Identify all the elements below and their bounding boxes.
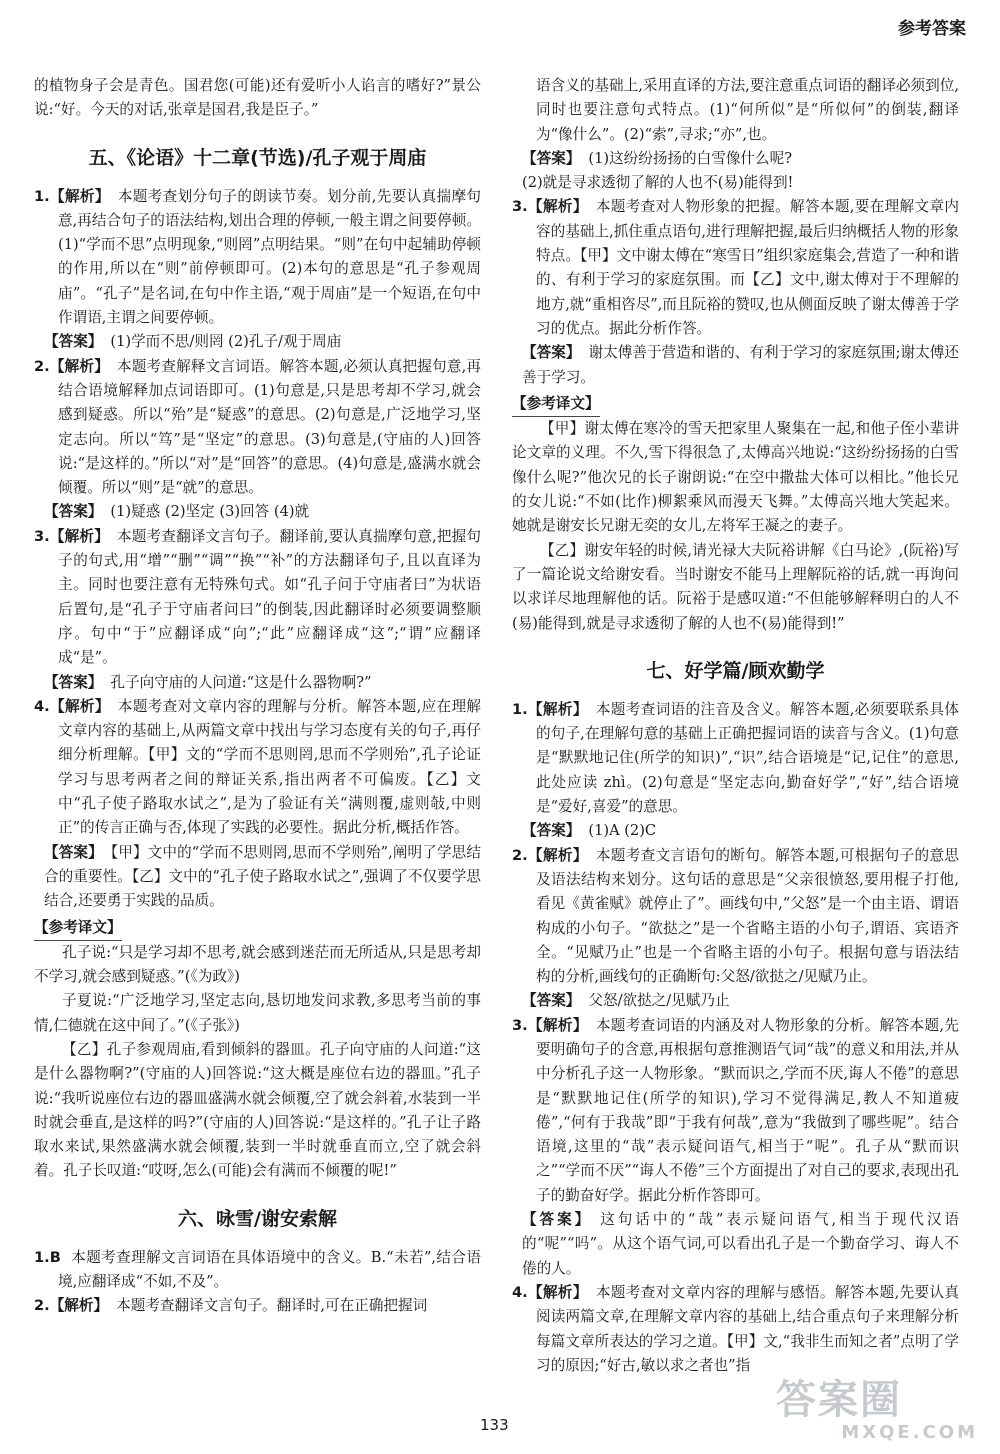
answer-2 bbox=[34, 500, 481, 524]
right-column bbox=[512, 74, 959, 1378]
translation-paragraph: 孔子说:“只是学习却不思考,就会感到迷茫而无所适从,只是思考却不学习,就会感到疑惑。”(《为政》) bbox=[34, 943, 481, 986]
s6-answer-2 bbox=[512, 147, 959, 171]
answer-text: (1)A (2)C bbox=[588, 822, 657, 840]
answer-3 bbox=[34, 671, 481, 695]
section-title-5: 五、《论语》十二章(节选)/孔子观于周庙 bbox=[88, 146, 427, 169]
answer-tag: 【答案】 bbox=[44, 503, 103, 521]
analysis-tag: 【解析】 bbox=[527, 846, 588, 864]
analysis-text: 本题考查翻译文言句子。翻译时,可在正确把握词 bbox=[116, 1297, 428, 1315]
translation-paragraph: 【乙】谢安年轻的时候,请光禄大夫阮裕讲解《白马论》,(阮裕)写了一篇论说文给谢安看。当时谢安不能马上理解阮裕的话,就一再询问以求详尽地理解他的话。阮裕于是感叹道:“不但能够解释明白的人不(易)能得到,就是寻求透彻了解的人也不(易)能得到!” bbox=[512, 541, 959, 632]
answer-text: 这句话中的“哉”表示疑问语气,相当于现代汉语的“呢”“吗”。从这个语气词,可以看出孔子是一个勤奋学习、诲人不倦的人。 bbox=[522, 1211, 959, 1277]
s6-question-1 bbox=[34, 1246, 481, 1295]
analysis-tag: 【解析】 bbox=[49, 357, 109, 375]
section-title-7: 七、好学篇/顾欢勤学 bbox=[646, 659, 825, 682]
reference-translation-title: 【参考译文】 bbox=[34, 916, 122, 941]
answer-text: 孔子向守庙的人问道:“这是什么器物啊?” bbox=[110, 673, 372, 691]
question-number: 1. bbox=[34, 1248, 50, 1266]
analysis-text: 本题考查文言语句的断句。解答本题,可根据句子的意思及语法结构来划分。这句话的意思是“父亲很愤怒,要用棍子打他,看见《黄雀赋》就停止了”。画线句中,“父怒”是一个由主语、谓语构成的小句子。“欲挞之”是一个省略主语的小句子,谓语、宾语齐全。“见赋乃止”也是一个省略主语的小句子。根据句意与语法结构的分析,画线句的正确断句:父怒/欲挞之/见赋乃止。 bbox=[536, 846, 959, 986]
analysis-tag: 【解析】 bbox=[527, 1283, 588, 1301]
question-number: 2. bbox=[512, 846, 528, 864]
answer-text: (1)学而不思/则罔 (2)孔子/观于周庙 bbox=[110, 333, 342, 351]
question-number: 2. bbox=[34, 1297, 50, 1315]
analysis-text: 本题考查理解文言词语在具体语境中的含义。B.“未若”,结合语境,应翻译成“不如,不及”。 bbox=[58, 1248, 481, 1291]
s6-question-2 bbox=[34, 1294, 481, 1318]
answer-tag: 【答案】 bbox=[522, 822, 581, 840]
answer-text: 父怒/欲挞之/见赋乃止 bbox=[588, 992, 730, 1010]
analysis-tag: 【解析】 bbox=[49, 1297, 109, 1315]
answer-tag: 【答案】 bbox=[44, 333, 103, 351]
page-number: 133 bbox=[480, 1416, 509, 1434]
analysis-tag: 【解析】 bbox=[49, 527, 109, 545]
translation-paragraph: 【甲】谢太傅在寒冷的雪天把家里人聚集在一起,和他子侄小辈讲论文章的义理。不久,雪下得很急了,太傅高兴地说:“这纷纷扬扬的白雪像什么呢?”他次兄的长子谢朗说:“在空中撒盐大体可以相比。”他长兄的女儿说:“不如(比作)柳絮乘风而漫天飞舞。”太傅高兴地大笑起来。她就是谢安长兄谢无奕的女儿,左将军王凝之的妻子。 bbox=[512, 420, 959, 535]
analysis-text: 本题考查对人物形象的把握。解答本题,要在理解文章内容的基础上,抓住重点语句,进行理解把握,最后归纳概括人物的形象特点。【甲】文中谢太傅在“寒雪日”组织家庭集会,营造了一种和谐的、有利于学习的家庭氛围。而【乙】文中,谢太傅对于不理解的地方,就“重相咨尽”,而且阮裕的赞叹,也从侧面反映了谢太傅善于学习的优点。据此分析作答。 bbox=[536, 198, 959, 337]
reference-translation-title: 【参考译文】 bbox=[512, 392, 600, 417]
question-number: 4. bbox=[512, 1283, 528, 1301]
intro-paragraph: 的植物身子会是青色。国君您(可能)还有爱听小人谄言的嗜好?”景公说:“好。今天的对话,张章是国君,我是臣子。” bbox=[34, 77, 481, 119]
s7-answer-2 bbox=[512, 989, 959, 1013]
analysis-text: 本题考查解释文言词语。解答本题,必须认真把握句意,再结合语境解释加点词语即可。(1)句意是,只是思考却不学习,就会感到疑惑。所以“殆”是“疑惑”的意思。(2)句意是,广泛地学习,坚定志向。所以“笃”是“坚定”的意思。(3)句意是,(守庙的人)回答说:“是这样的。”所以“对”是“回答”的意思。(4)句意是,盛满水就会倾覆。所以“则”是“就”的意思。 bbox=[58, 357, 481, 497]
question-number: 3. bbox=[512, 198, 528, 216]
answer-tag: 【答案】 bbox=[522, 992, 581, 1010]
analysis-tag: 【解析】 bbox=[527, 700, 588, 718]
analysis-text: 本题考查词语的注音及含义。解答本题,必须要联系具体的句子,在理解句意的基础上正确把握词语的读音与含义。(1)句意是“默默地记住(所学的知识)”,“识”,结合语境是“记,记住”的意思,此处应读 zhì。(2)句意是“坚定志向,勤奋好学”,“好”,结合语境是“爱好,喜爱”的意思。 bbox=[536, 700, 959, 816]
analysis-tag: 【解析】 bbox=[527, 1016, 588, 1034]
analysis-tag: 【解析】 bbox=[49, 187, 110, 205]
s7-question-3 bbox=[512, 1014, 959, 1208]
section-title-6: 六、咏雪/谢安索解 bbox=[178, 1207, 337, 1230]
s7-answer-3 bbox=[512, 1208, 959, 1281]
answer-text: (1)疑惑 (2)坚定 (3)回答 (4)就 bbox=[110, 503, 310, 521]
s7-answer-1 bbox=[512, 819, 959, 843]
left-column bbox=[34, 74, 481, 1319]
answer-text: (1)这纷纷扬扬的白雪像什么呢? bbox=[588, 149, 793, 167]
answer-text: 谢太傅善于营造和谐的、有利于学习的家庭氛围;谢太傅还善于学习。 bbox=[522, 344, 959, 386]
question-number: 1. bbox=[34, 187, 50, 205]
analysis-text: 本题考查对文章内容的理解与感悟。解答本题,先要认真阅读两篇文章,在理解文章内容的基础上,结合重点句子来理解分析每篇文章所表达的学习之道。【甲】文,“我非生而知之者”点明了学习的原因;“好古,敏以求之者也”指 bbox=[536, 1283, 959, 1374]
question-3 bbox=[34, 525, 481, 671]
answer-tag: 【答案】 bbox=[522, 1211, 593, 1229]
watermark-text: 答案圈 bbox=[776, 1377, 902, 1423]
answer-tag: 【答案】 bbox=[44, 843, 103, 861]
answer-text-line: (2)就是寻求透彻了解的人也不(易)能得到! bbox=[522, 174, 794, 192]
question-number: 1. bbox=[512, 700, 528, 718]
answer-tag: 【答案】 bbox=[522, 344, 581, 362]
page-header-title: 参考答案 bbox=[898, 19, 966, 39]
answer-4 bbox=[34, 841, 481, 914]
answer-text: 【甲】文中的“学而不思则罔,思而不学则殆”,阐明了学思结合的重要性。【乙】文中的“孔子使子路取水试之”,强调了不仅要学思结合,还要勇于实践的品质。 bbox=[44, 843, 481, 910]
question-2 bbox=[34, 355, 481, 501]
choice-answer: B bbox=[49, 1248, 61, 1266]
watermark-subtext: MXQE.COM bbox=[841, 1422, 978, 1443]
analysis-text: 本题考查翻译文言句子。翻译前,要认真揣摩句意,把握句子的句式,用“增”“删”“调”“换”“补”的方法翻译句子,且以直译为主。同时也要注意有无特殊句式。如“孔子问于守庙者曰”为状语后置句,是“孔子于守庙者问曰”的倒装,因此翻译时必须要调整顺序。句中“于”应翻译成“向”;“此”应翻译成“这”;“谓”应翻译成“是”。 bbox=[58, 527, 481, 667]
s6-question-3 bbox=[512, 195, 959, 341]
question-number: 2. bbox=[34, 357, 50, 375]
question-number: 4. bbox=[34, 697, 50, 715]
answer-1 bbox=[34, 330, 481, 354]
s7-question-4 bbox=[512, 1281, 959, 1378]
answer-tag: 【答案】 bbox=[522, 149, 581, 167]
question-number: 3. bbox=[34, 527, 50, 545]
question-number: 3. bbox=[512, 1016, 528, 1034]
continued-analysis: 语含义的基础上,采用直译的方法,要注意重点词语的翻译必须到位,同时也要注意句式特点。(1)“何所似”是“所似何”的倒装,翻译为“像什么”。(2)“索”,寻求;“亦”,也。 bbox=[536, 77, 959, 143]
analysis-text: 本题考查词语的内涵及对人物形象的分析。解答本题,先要明确句子的含意,再根据句意推测语气词“哉”的意义和用法,并从中分析孔子这一人物形象。“默而识之,学而不厌,诲人不倦”的意思是“默默地记住(所学的知识),学习不觉得满足,教人不知道疲倦”,“何有于我哉”即“于我有何哉”,意为“我做到了哪些呢”。结合语境,这里的“哉”表示疑问语气,相当于“呢”。孔子从“默而识之”“学而不厌”“诲人不倦”三个方面提出了对自己的要求,表现出孔子的勤奋好学。据此分析作答即可。 bbox=[536, 1016, 959, 1204]
s7-question-1 bbox=[512, 698, 959, 819]
analysis-text: 本题考查划分句子的朗读节奏。划分前,先要认真揣摩句意,再结合句子的语法结构,划出合理的停顿,一般主谓之间要停顿。(1)“学而不思”点明现象,“则罔”点明结果。“则”在句中起辅助停顿的作用,所以在“则”前停顿即可。(2)本句的意思是“孔子参观周庙”。“孔子”是名词,在句中作主语,“观于周庙”是一个短语,在句中作谓语,主谓之间要停顿。 bbox=[58, 187, 481, 327]
question-1 bbox=[34, 185, 481, 331]
s7-question-2 bbox=[512, 844, 959, 990]
translation-paragraph: 【乙】孔子参观周庙,看到倾斜的器皿。孔子向守庙的人问道:“这是什么器物啊?”(守庙的人)回答说:“这大概是座位右边的器皿。”孔子说:“我听说座位右边的器皿盛满水就会倾覆,空了就会斜着,水装到一半时就会垂直,是这样的吗?”(守庙的人)回答说:“是这样的。”孔子让子路取水来试,果然盛满水就会倾覆,装到一半时就垂直而立,空了就会斜着。孔子长叹道:“哎呀,怎么(可能)会有满而不倾覆的呢!” bbox=[34, 1040, 481, 1180]
watermark-logo bbox=[776, 1378, 986, 1448]
analysis-tag: 【解析】 bbox=[49, 697, 110, 715]
s6-answer-3 bbox=[512, 341, 959, 390]
answer-tag: 【答案】 bbox=[44, 673, 103, 691]
analysis-text: 本题考查对文章内容的理解与分析。解答本题,应在理解文章内容的基础上,从两篇文章中找出与学习态度有关的句子,再仔细分析理解。【甲】文的“学而不思则罔,思而不学则殆”,孔子论证学习与思考两者之间的辩证关系,指出两者不可偏废。【乙】文中“孔子使子路取水试之”,是为了验证有关“满则覆,虚则敧,中则正”的传言正确与否,体现了实践的必要性。据此分析,概括作答。 bbox=[58, 697, 481, 837]
analysis-tag: 【解析】 bbox=[527, 198, 588, 216]
question-4 bbox=[34, 695, 481, 841]
translation-paragraph: 子夏说:“广泛地学习,坚定志向,恳切地发问求教,多思考当前的事情,仁德就在这中间了。”(《子张》) bbox=[34, 992, 481, 1034]
